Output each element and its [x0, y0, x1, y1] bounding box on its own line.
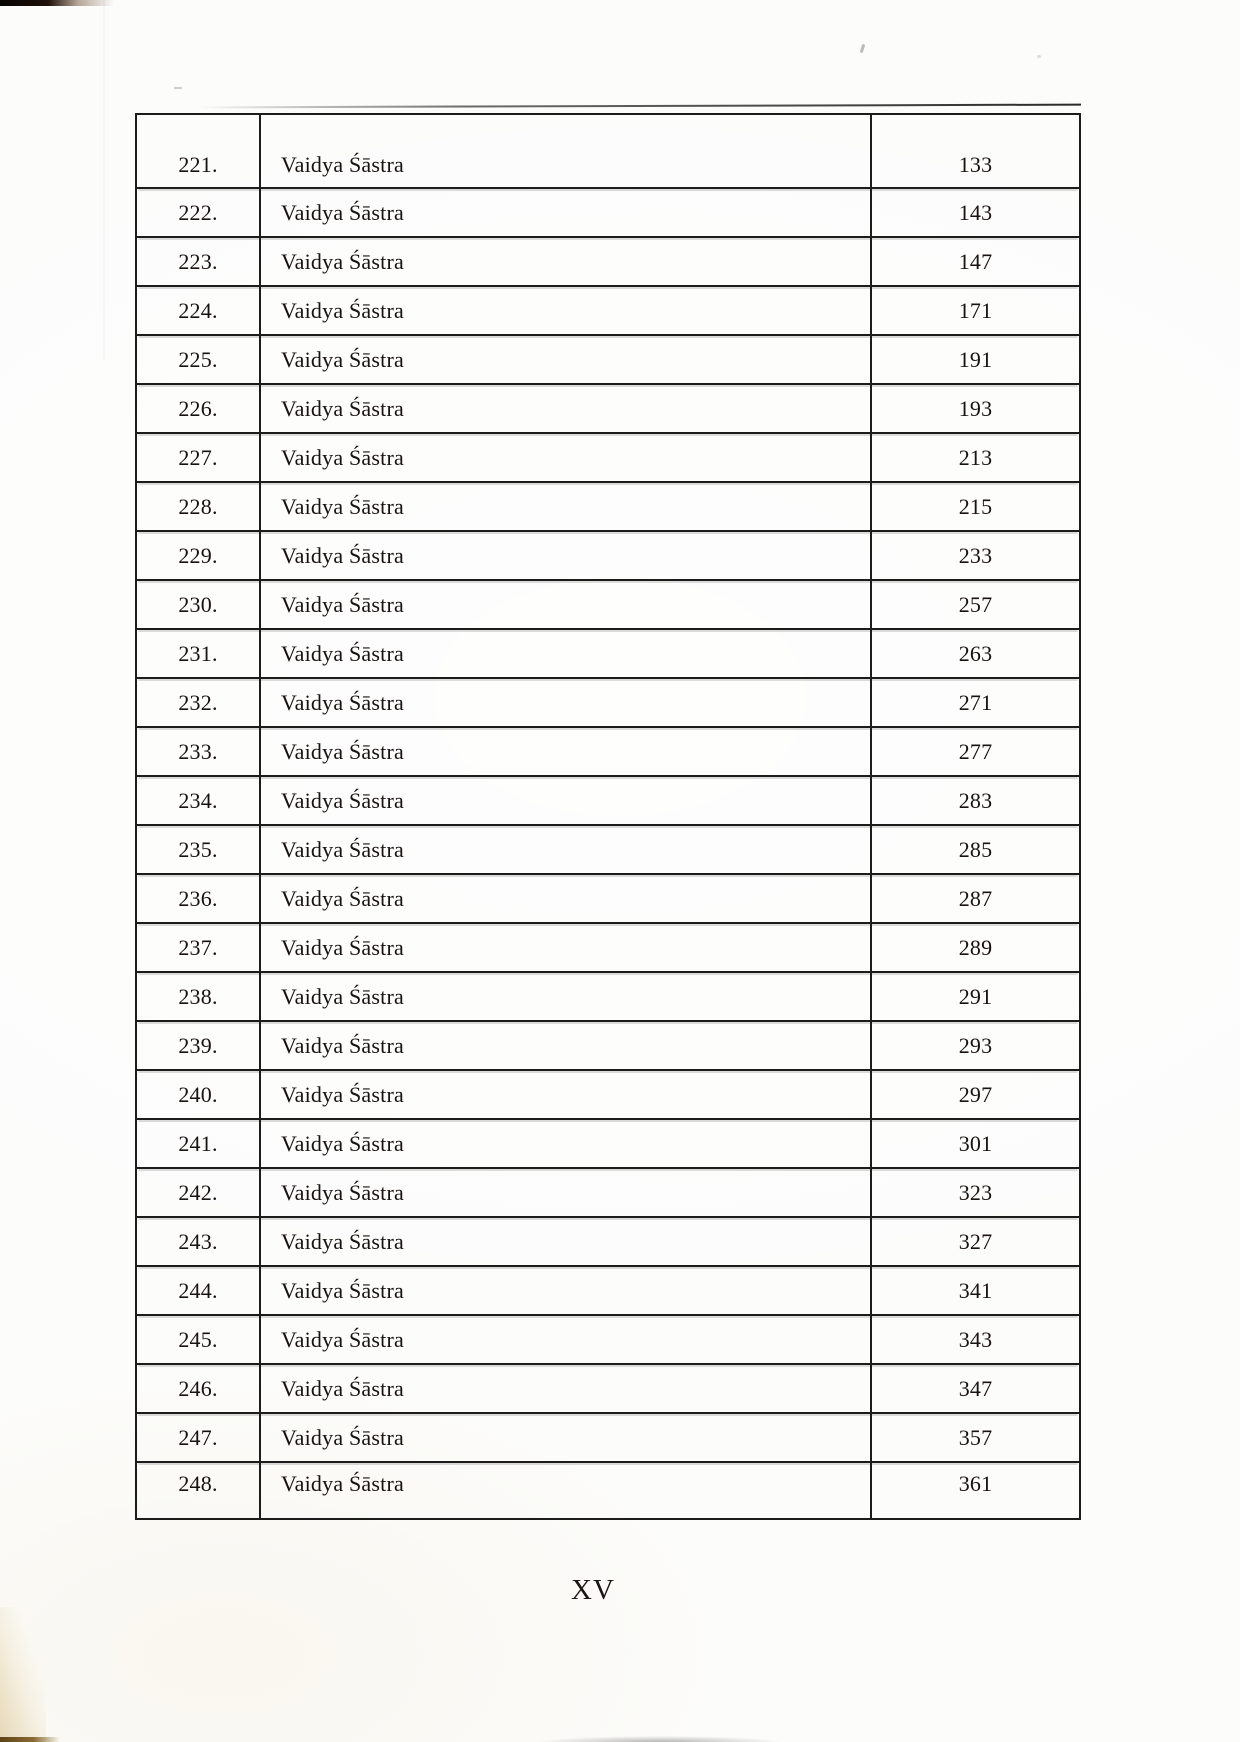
scan-crease — [103, 0, 105, 360]
row-title: Vaidya Śāstra — [261, 532, 872, 579]
row-serial: 241. — [137, 1120, 261, 1167]
row-page: 343 — [958, 1326, 993, 1352]
row-serial: 227. — [137, 434, 261, 481]
row-serial: 234. — [137, 777, 261, 824]
row-page: 283 — [958, 787, 993, 813]
row-title: Vaidya Śāstra — [261, 287, 872, 334]
table-row — [137, 973, 1079, 1022]
row-page: 357 — [958, 1424, 993, 1450]
table-row — [137, 1463, 1079, 1518]
table-row — [137, 115, 1079, 189]
scan-speck — [860, 44, 866, 53]
row-page: 327 — [958, 1228, 993, 1254]
row-page: 233 — [958, 542, 993, 568]
row-serial: 228. — [137, 483, 261, 530]
row-serial: 221. — [137, 115, 261, 187]
scan-artifact-bottom-edge — [0, 1737, 60, 1742]
row-title: Vaidya Śāstra — [261, 115, 872, 187]
row-title: Vaidya Śāstra — [261, 434, 872, 481]
row-page: 263 — [958, 640, 993, 666]
table-row — [137, 287, 1079, 336]
row-serial: 224. — [137, 287, 261, 334]
table-row — [137, 1414, 1079, 1463]
row-page: 271 — [958, 689, 993, 715]
scan-artifact-bottom-smudge — [540, 1736, 780, 1742]
row-page: 147 — [958, 248, 993, 274]
row-title: Vaidya Śāstra — [261, 336, 872, 383]
row-serial: 248. — [137, 1463, 261, 1518]
row-serial: 243. — [137, 1218, 261, 1265]
row-serial: 223. — [137, 238, 261, 285]
row-title: Vaidya Śāstra — [261, 924, 872, 971]
row-page: 297 — [958, 1081, 993, 1107]
row-page: 133 — [958, 152, 993, 177]
row-serial: 238. — [137, 973, 261, 1020]
row-serial: 231. — [137, 630, 261, 677]
row-title: Vaidya Śāstra — [261, 581, 872, 628]
row-title: Vaidya Śāstra — [261, 1316, 872, 1363]
row-serial: 225. — [137, 336, 261, 383]
row-page: 291 — [958, 983, 993, 1009]
row-page: 293 — [958, 1032, 993, 1058]
row-title: Vaidya Śāstra — [261, 189, 872, 236]
table-row — [137, 434, 1079, 483]
row-serial: 246. — [137, 1365, 261, 1412]
row-title: Vaidya Śāstra — [261, 728, 872, 775]
row-page: 301 — [958, 1130, 993, 1156]
row-title: Vaidya Śāstra — [261, 385, 872, 432]
row-serial: 242. — [137, 1169, 261, 1216]
table-row — [137, 1022, 1079, 1071]
row-title: Vaidya Śāstra — [261, 1120, 872, 1167]
row-serial: 226. — [137, 385, 261, 432]
row-serial: 230. — [137, 581, 261, 628]
table-row — [137, 238, 1079, 287]
row-title: Vaidya Śāstra — [261, 238, 872, 285]
table-row — [137, 1120, 1079, 1169]
scan-speck — [174, 87, 182, 89]
row-page: 215 — [958, 493, 993, 519]
table-row — [137, 1365, 1079, 1414]
table-row — [137, 189, 1079, 238]
row-serial: 239. — [137, 1022, 261, 1069]
table-row — [137, 924, 1079, 973]
row-serial: 237. — [137, 924, 261, 971]
table-row — [137, 777, 1079, 826]
row-title: Vaidya Śāstra — [261, 483, 872, 530]
row-title: Vaidya Śāstra — [261, 630, 872, 677]
row-title: Vaidya Śāstra — [261, 875, 872, 922]
table-row — [137, 728, 1079, 777]
row-page: 277 — [958, 738, 993, 764]
table-row — [137, 1267, 1079, 1316]
row-title: Vaidya Śāstra — [261, 826, 872, 873]
row-page: 171 — [958, 297, 993, 323]
table-row — [137, 385, 1079, 434]
row-serial: 244. — [137, 1267, 261, 1314]
table-row — [137, 630, 1079, 679]
row-serial: 247. — [137, 1414, 261, 1461]
row-title: Vaidya Śāstra — [261, 1463, 872, 1518]
table-row — [137, 483, 1079, 532]
row-page: 289 — [958, 934, 993, 960]
row-title: Vaidya Śāstra — [261, 1169, 872, 1216]
row-serial: 245. — [137, 1316, 261, 1363]
row-title: Vaidya Śāstra — [261, 1218, 872, 1265]
row-page: 285 — [958, 836, 993, 862]
row-title: Vaidya Śāstra — [261, 1071, 872, 1118]
row-page: 347 — [958, 1375, 993, 1401]
row-title: Vaidya Śāstra — [261, 1267, 872, 1314]
row-page: 257 — [958, 591, 993, 617]
row-page: 143 — [958, 199, 993, 225]
table-row — [137, 1169, 1079, 1218]
row-page: 341 — [958, 1277, 993, 1303]
row-page: 287 — [958, 885, 993, 911]
row-title: Vaidya Śāstra — [261, 973, 872, 1020]
table-row — [137, 826, 1079, 875]
row-serial: 233. — [137, 728, 261, 775]
row-serial: 236. — [137, 875, 261, 922]
scan-speck — [1037, 55, 1041, 58]
footer-page-number: XV — [571, 1574, 615, 1606]
row-title: Vaidya Śāstra — [261, 777, 872, 824]
table-row — [137, 336, 1079, 385]
row-serial: 240. — [137, 1071, 261, 1118]
row-title: Vaidya Śāstra — [261, 1022, 872, 1069]
table-row — [137, 532, 1079, 581]
table-row — [137, 1316, 1079, 1365]
row-page: 191 — [958, 346, 993, 372]
row-serial: 229. — [137, 532, 261, 579]
table-row — [137, 875, 1079, 924]
row-page: 193 — [958, 395, 993, 421]
row-page: 361 — [958, 1471, 993, 1496]
row-page: 323 — [958, 1179, 993, 1205]
row-title: Vaidya Śāstra — [261, 1414, 872, 1461]
table-row — [137, 1071, 1079, 1120]
row-serial: 232. — [137, 679, 261, 726]
row-serial: 235. — [137, 826, 261, 873]
contents-table — [135, 113, 1081, 1520]
table-row — [137, 679, 1079, 728]
row-title: Vaidya Śāstra — [261, 1365, 872, 1412]
table-row — [137, 581, 1079, 630]
scan-artifact-top-left — [0, 0, 120, 6]
table-row — [137, 1218, 1079, 1267]
row-title: Vaidya Śāstra — [261, 679, 872, 726]
scan-artifact-bottom-left — [0, 1607, 46, 1742]
row-page: 213 — [958, 444, 993, 470]
row-serial: 222. — [137, 189, 261, 236]
